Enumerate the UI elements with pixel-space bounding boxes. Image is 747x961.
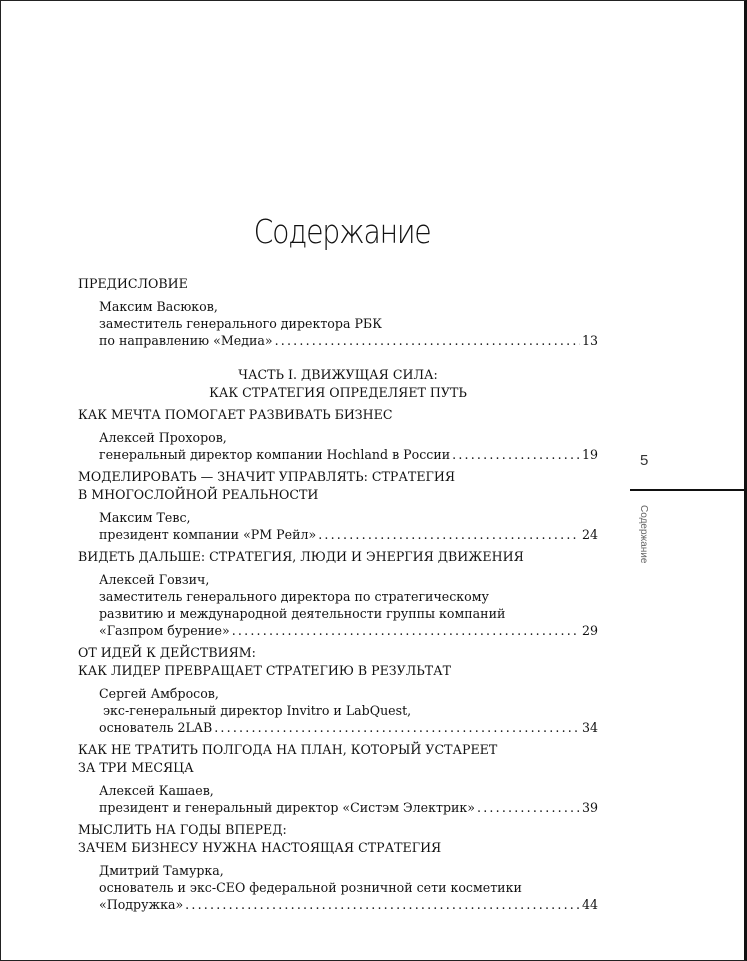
chapter-heading: МЫСЛИТЬ НА ГОДЫ ВПЕРЕД: <box>78 822 287 837</box>
author-line <box>78 605 598 622</box>
chapter-heading: ЗА ТРИ МЕСЯЦА <box>78 760 194 775</box>
page-ref: 24 <box>581 527 598 542</box>
author-line[interactable] <box>78 526 598 543</box>
author-line <box>78 588 598 605</box>
table-of-contents <box>78 275 598 913</box>
chapter-heading: КАК ЛИДЕР ПРЕВРАЩАЕТ СТРАТЕГИЮ В РЕЗУЛЬТАТ <box>78 663 452 678</box>
author-line[interactable] <box>78 719 598 736</box>
dot-leader <box>275 332 580 349</box>
toc-entry <box>78 548 598 639</box>
toc-entry <box>78 821 598 913</box>
entry-text: президент и генеральный директор «Систэм Электрик» <box>99 800 475 815</box>
toc-entry <box>78 468 598 543</box>
side-divider <box>630 489 747 491</box>
author-line[interactable] <box>78 799 598 816</box>
entry-text: развитию и международной деятельности группы компаний <box>99 606 506 621</box>
author-line <box>78 571 598 588</box>
chapter-heading: ВИДЕТЬ ДАЛЬШЕ: СТРАТЕГИЯ, ЛЮДИ И ЭНЕРГИЯ ДВИЖЕНИЯ <box>78 549 524 564</box>
author-line <box>78 685 598 702</box>
dot-leader <box>318 526 580 543</box>
page-ref: 34 <box>581 720 598 735</box>
entry-text: генеральный директор компании Hochland в России <box>99 447 451 462</box>
entry-text: президент компании «РМ Рейл» <box>99 527 317 542</box>
entry-text: Сергей Амбросов, <box>99 686 219 701</box>
author-line <box>78 879 598 896</box>
chapter-heading: ПРЕДИСЛОВИЕ <box>78 276 188 291</box>
chapter-heading: КАК НЕ ТРАТИТЬ ПОЛГОДА НА ПЛАН, КОТОРЫЙ УСТАРЕЕТ <box>78 742 498 757</box>
page-ref: 39 <box>581 800 598 815</box>
author-line <box>78 429 598 446</box>
page-ref: 13 <box>581 333 598 348</box>
author-line <box>78 509 598 526</box>
entry-text: Алексей Кашаев, <box>99 783 214 798</box>
dot-leader <box>232 622 580 639</box>
dot-leader <box>214 719 580 736</box>
author-line <box>78 315 598 332</box>
dot-leader <box>477 799 580 816</box>
toc-entry <box>78 644 598 736</box>
entry-text: Алексей Говзич, <box>99 572 210 587</box>
entry-text: основатель 2LAB <box>99 720 213 735</box>
entry-text: «Подружка» <box>99 897 184 912</box>
entry-text: «Газпром бурение» <box>99 623 230 638</box>
toc-entry <box>78 366 598 402</box>
entry-text: основатель и экс-CEO федеральной розничной сети косметики <box>99 880 522 895</box>
author-line[interactable] <box>78 332 598 349</box>
chapter-heading: ОТ ИДЕЙ К ДЕЙСТВИЯМ: <box>78 645 256 660</box>
author-line[interactable] <box>78 622 598 639</box>
entry-text: Алексей Прохоров, <box>99 430 227 445</box>
author-line <box>78 862 598 879</box>
author-line[interactable] <box>78 446 598 463</box>
chapter-heading: КАК МЕЧТА ПОМОГАЕТ РАЗВИВАТЬ БИЗНЕС <box>78 407 393 422</box>
page-title: Содержание <box>253 212 431 251</box>
entry-text: по направлению «Медиа» <box>99 333 273 348</box>
entry-text: Максим Тевс, <box>99 510 191 525</box>
author-line <box>78 702 598 719</box>
dot-leader <box>185 896 580 913</box>
page-ref: 29 <box>581 623 598 638</box>
page-number: 5 <box>640 452 649 469</box>
toc-entry <box>78 406 598 463</box>
author-line[interactable] <box>78 896 598 913</box>
running-header-label: Содержание <box>638 505 649 564</box>
page-ref: 19 <box>581 447 598 462</box>
part-heading: ЧАСТЬ I. ДВИЖУЩАЯ СИЛА: <box>238 367 438 382</box>
chapter-heading: МОДЕЛИРОВАТЬ — ЗНАЧИТ УПРАВЛЯТЬ: СТРАТЕГИЯ <box>78 469 456 484</box>
chapter-heading: ЗАЧЕМ БИЗНЕСУ НУЖНА НАСТОЯЩАЯ СТРАТЕГИЯ <box>78 840 442 855</box>
entry-text: заместитель генерального директора по стратегическому <box>99 589 489 604</box>
entry-text: Максим Васюков, <box>99 299 218 314</box>
dot-leader <box>452 446 580 463</box>
entry-text: экс-генеральный директор Invitro и LabQuest, <box>99 703 412 718</box>
page-ref: 44 <box>581 897 598 912</box>
entry-text: заместитель генерального директора РБК <box>99 316 382 331</box>
chapter-heading: В МНОГОСЛОЙНОЙ РЕАЛЬНОСТИ <box>78 487 319 502</box>
part-heading: КАК СТРАТЕГИЯ ОПРЕДЕЛЯЕТ ПУТЬ <box>209 385 467 400</box>
author-line <box>78 298 598 315</box>
author-line <box>78 782 598 799</box>
entry-text: Дмитрий Тамурка, <box>99 863 224 878</box>
toc-entry <box>78 741 598 816</box>
toc-entry <box>78 275 598 349</box>
